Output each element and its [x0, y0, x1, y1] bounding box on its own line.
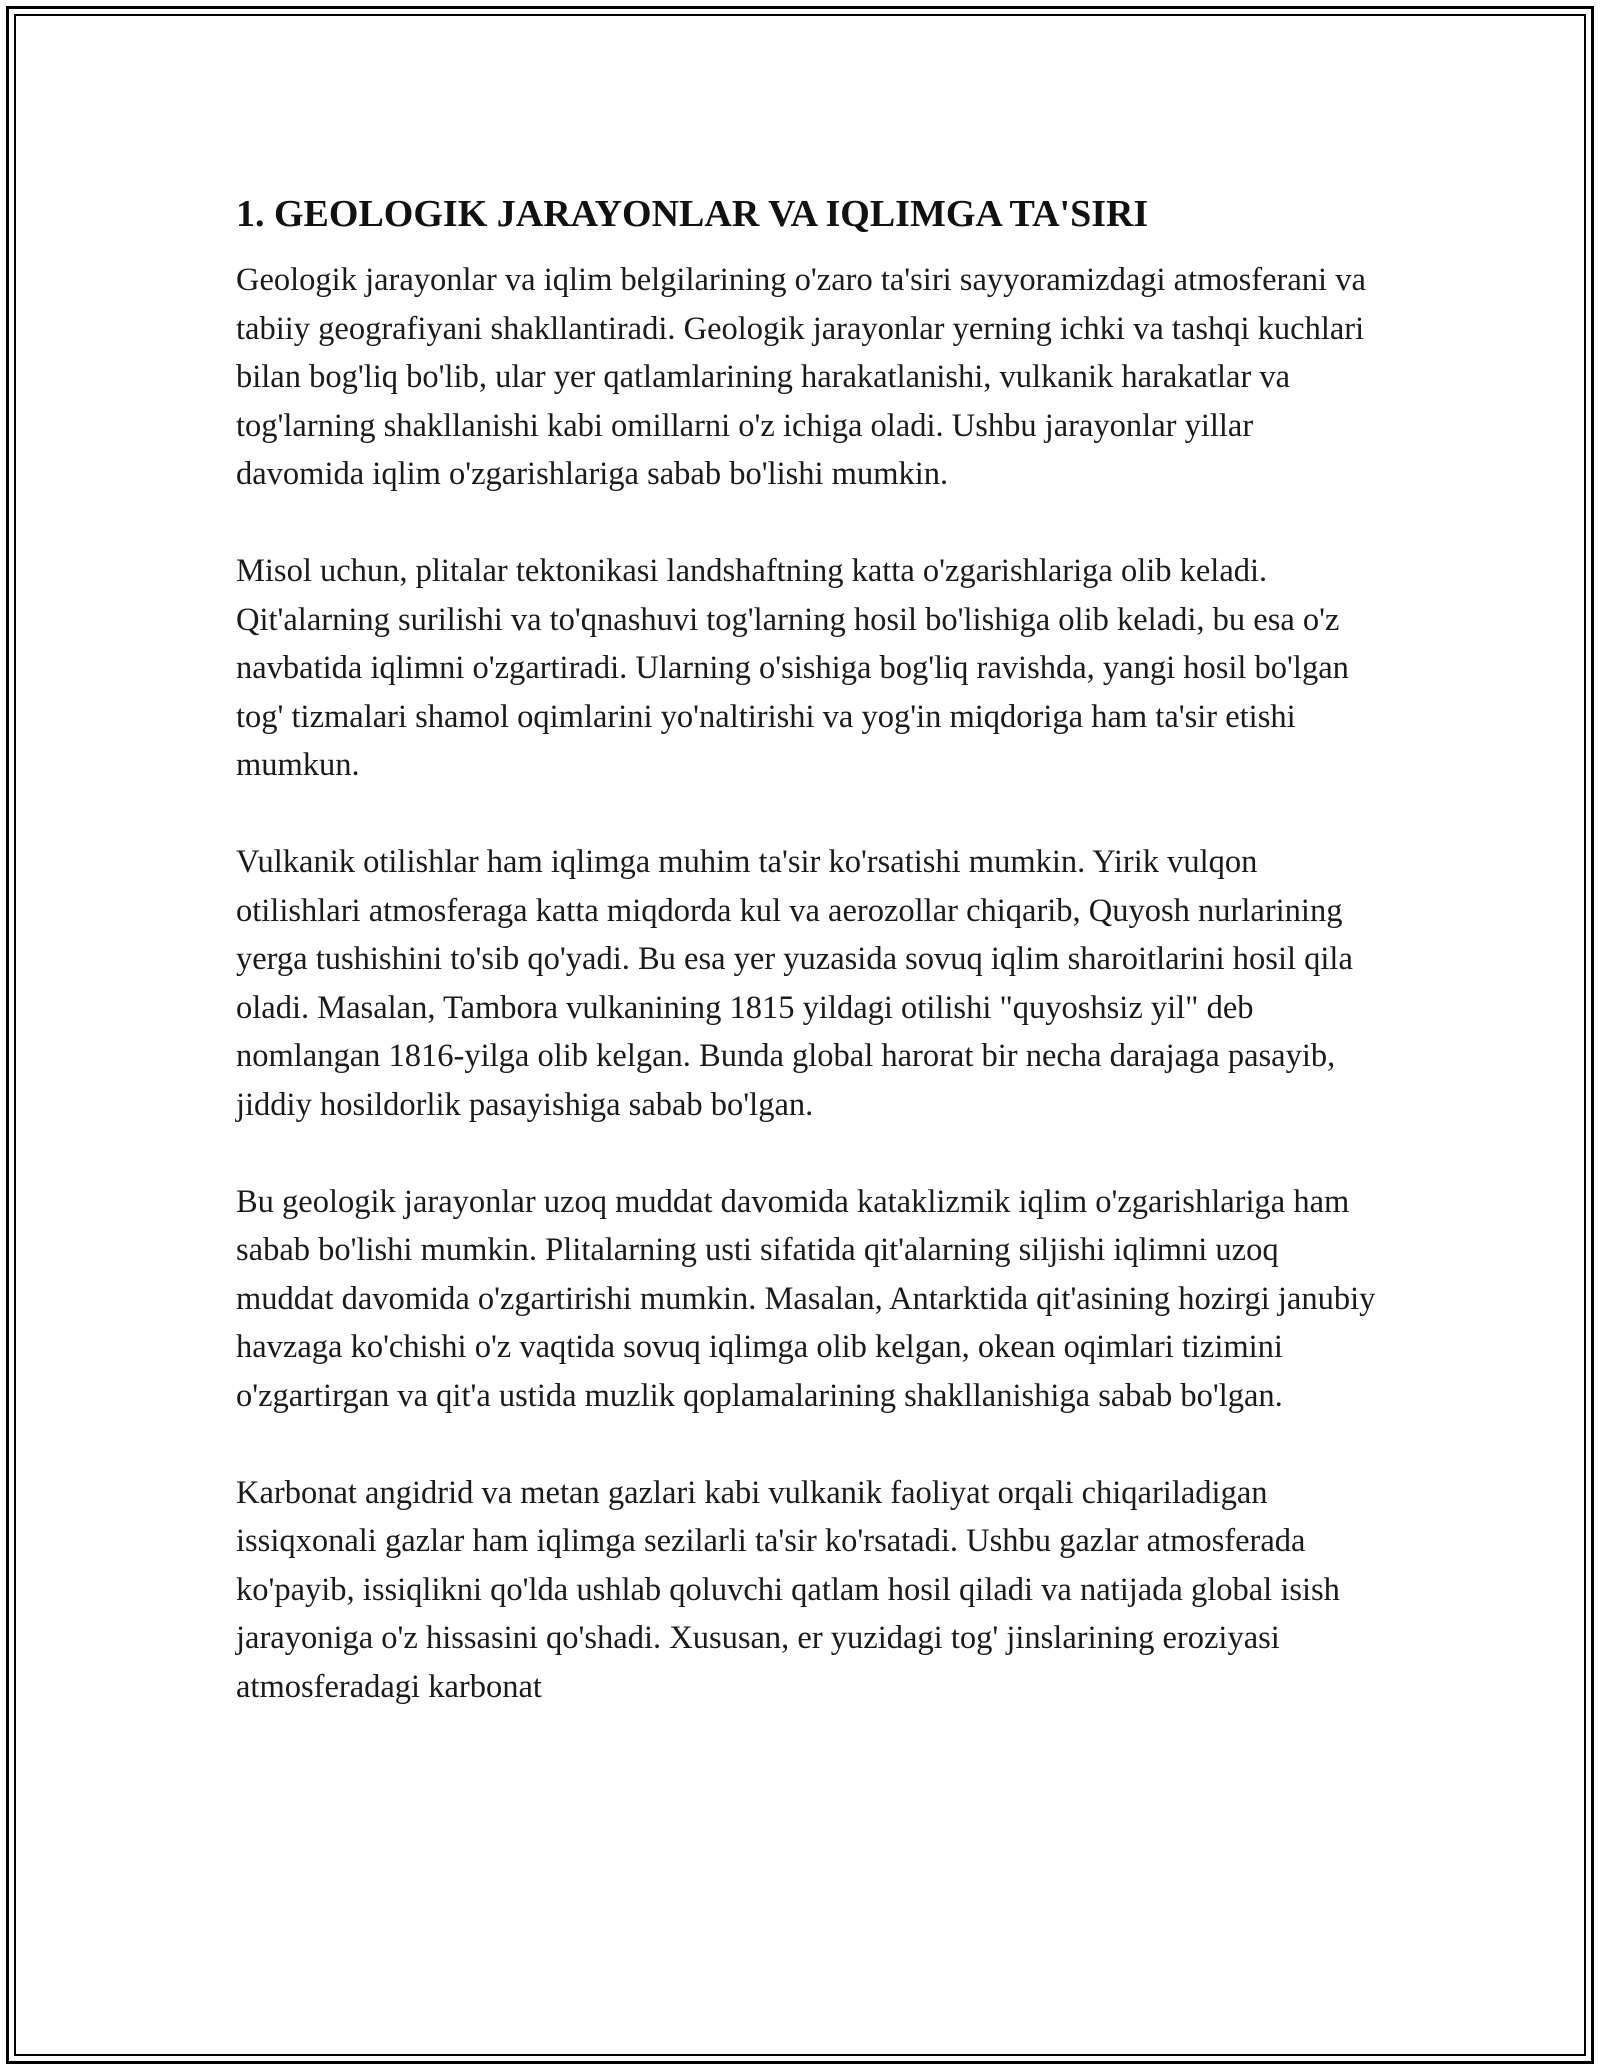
paragraph-5: Karbonat angidrid va metan gazlari kabi vulkanik faoliyat orqali chiqariladigan issiqxonali gazlar ham iqlimga sezilarli ta'sir ko'rsatadi. Ushbu gazlar atmosferada ko'payib, issiqlikni qo'lda ushlab qoluvchi qatlam hosil qiladi va natijada global isish jarayoniga o'z hissasini qo'shadi. Xususan, er yuzidagi tog' jinslarining eroziyasi atmosferadagi karbonat	[236, 1474, 1340, 1705]
document-body	[236, 186, 1376, 1760]
paragraph-1: Geologik jarayonlar va iqlim belgilarining o'zaro ta'siri sayyoramizdagi atmosferani va tabiiy geografiyani shakllantiradi. Geologik jarayonlar yerning ichki va tashqi kuchlari bilan bog'liq bo'lib, ular yer qatlamlarining harakatlanishi, vulkanik harakatlar va tog'larning shakllanishi kabi omillarni o'z ichiga oladi. Ushbu jarayonlar yillar davomida iqlim o'zgarishlariga sabab bo'lishi mumkin.	[236, 262, 1366, 492]
paragraph-2: Misol uchun, plitalar tektonikasi landshaftning katta o'zgarishlariga olib keladi. Qit'alarning surilishi va to'qnashuvi tog'larning hosil bo'lishiga olib keladi, bu esa o'z navbatida iqlimni o'zgartiradi. Ularning o'sishiga bog'liq ravishda, yangi hosil bo'lgan tog' tizmalari shamol oqimlarini yo'naltirishi va yog'in miqdoriga ham ta'sir etishi mumkun.	[236, 553, 1349, 783]
paragraph-3: Vulkanik otilishlar ham iqlimga muhim ta'sir ko'rsatishi mumkin. Yirik vulqon otilishlari atmosferaga katta miqdorda kul va aerozollar chiqarib, Quyosh nurlarining yerga tushishini to'sib qo'yadi. Bu esa yer yuzasida sovuq iqlim sharoitlarini hosil qila oladi. Masalan, Tambora vulkanining 1815 yildagi otilishi "quyoshsiz yil" deb nomlangan 1816-yilga olib kelgan. Bunda global harorat bir necha darajaga pasayib, jiddiy hosildorlik pasayishiga sabab bo'lgan.	[236, 844, 1353, 1123]
section-heading: 1. GEOLOGIK JARAYONLAR VA IQLIMGA TA'SIRI	[236, 193, 1149, 235]
paragraph-4: Bu geologik jarayonlar uzoq muddat davomida kataklizmik iqlim o'zgarishlariga ham sabab bo'lishi mumkin. Plitalarning usti sifatida qit'alarning siljishi iqlimni uzoq muddat davomida o'zgartirishi mumkin. Masalan, Antarktida qit'asining hozirgi janubiy havzaga ko'chishi o'z vaqtida sovuq iqlimga olib kelgan, okean oqimlari tizimini o'zgartirgan va qit'a ustida muzlik qoplamalarining shakllanishiga sabab bo'lgan.	[236, 1183, 1376, 1414]
